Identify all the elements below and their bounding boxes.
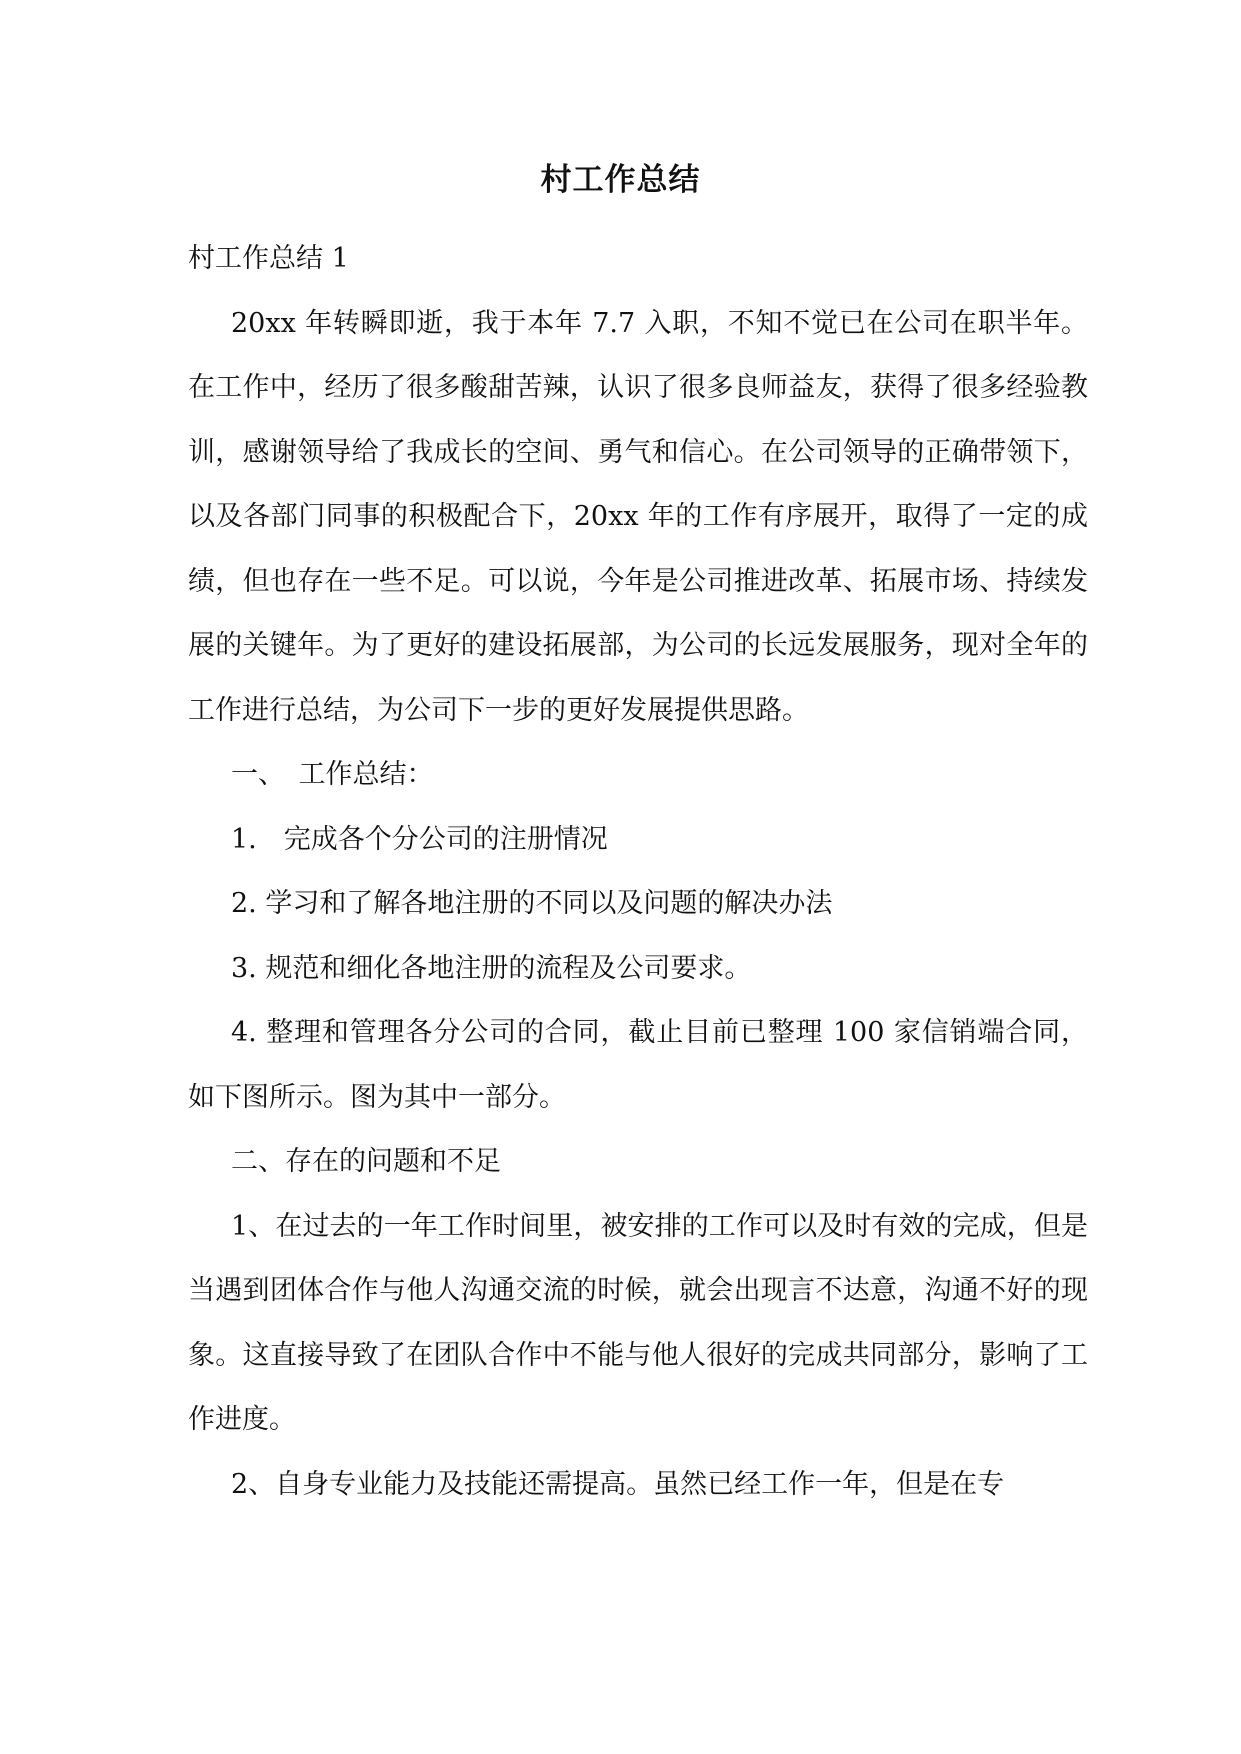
subheading-work-summary: 一、 工作总结：: [231, 759, 434, 790]
problem-paragraph-2: 2、自身专业能力及技能还需提高。虽然已经工作一年，但是在专: [231, 1468, 1005, 1500]
problem-paragraph-1: 1、在过去的一年工作时间里，被安排的工作可以及时有效的完成，但是当遇到团体合作与他人沟通交流的时候，就会出现言不达意，沟通不好的现象。这直接导致了在团队合作中不能与他人很好的完成共同部分，影响了工作进度。: [188, 1210, 1088, 1435]
list-item-2: 2. 学习和了解各地注册的不同以及问题的解决办法: [231, 888, 833, 919]
list-item-3: 3. 规范和细化各地注册的流程及公司要求。: [231, 952, 752, 984]
list-item-1: 1. 完成各个分公司的注册情况: [231, 823, 608, 855]
list-item-4: 4. 整理和管理各分公司的合同，截止目前已整理 100 家信销端合同，如下图所示。图为其中一部分。: [188, 1017, 1088, 1113]
subheading-problems: 二、存在的问题和不足: [231, 1146, 501, 1177]
intro-paragraph: 20xx 年转瞬即逝，我于本年 7.7 入职，不知不觉已在公司在职半年。在工作中，经历了很多酸甜苦辣，认识了很多良师益友，获得了很多经验教训，感谢领导给了我成长的空间、勇气和信心。在公司领导的正确带领下，以及各部门同事的积极配合下，20xx 年的工作有序展开，取得了一定的成绩，但也存在一些不足。可以说，今年是公司推进改革、拓展市场、持续发展的关键年。为了更好的建设拓展部，为公司的长远发展服务，现对全年的工作进行总结，为公司下一步的更好发展提供思路。: [188, 307, 1088, 726]
document-title: 村工作总结: [540, 162, 701, 198]
document-body: [188, 227, 1088, 1517]
section-heading: 村工作总结 1: [188, 243, 349, 274]
